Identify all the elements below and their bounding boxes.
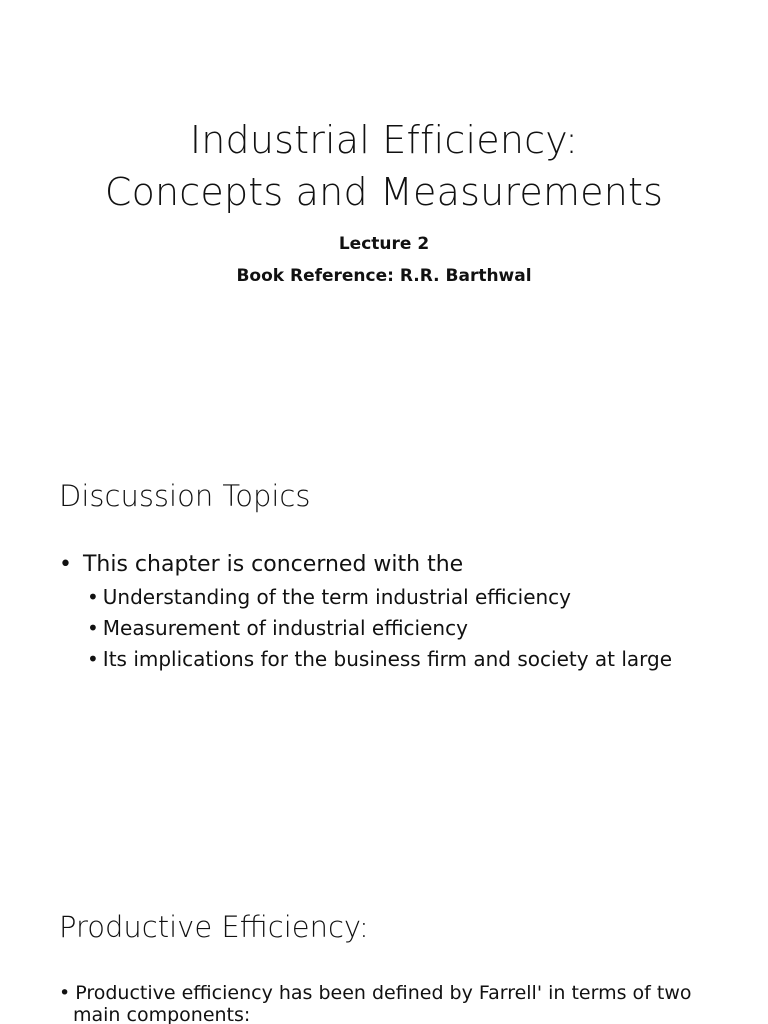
bullet-list (59, 550, 672, 675)
book-reference: Book Reference: R.R. Barthwal (236, 266, 532, 286)
bullet-item (59, 550, 672, 675)
lecture-label: Lecture 2 (338, 234, 430, 254)
discussion-topics-slide (0, 432, 768, 864)
bullet-item: • Productive efficiency has been defined by Farrell' in terms of two main components: (59, 982, 693, 1024)
slide-title (0, 114, 768, 218)
sub-bullet-item: • Its implications for the business firm and society at large (87, 644, 672, 675)
sub-bullet-item: • Measurement of industrial efficiency (87, 613, 672, 644)
title-slide (0, 0, 768, 432)
title-line-2: Concepts and Measurements (104, 170, 664, 214)
title-line-1: Industrial Efficiency: (189, 118, 579, 162)
slide-heading: Discussion Topics (59, 479, 311, 513)
slide-heading: Productive Efficiency: (59, 910, 369, 944)
bullet-text: This chapter is concerned with the (82, 552, 464, 577)
sub-bullet-list (87, 582, 672, 675)
productive-efficiency-slide (0, 864, 768, 1024)
slide-subtitle (0, 228, 768, 292)
sub-bullet-item: • Understanding of the term industrial efficiency (87, 582, 672, 613)
